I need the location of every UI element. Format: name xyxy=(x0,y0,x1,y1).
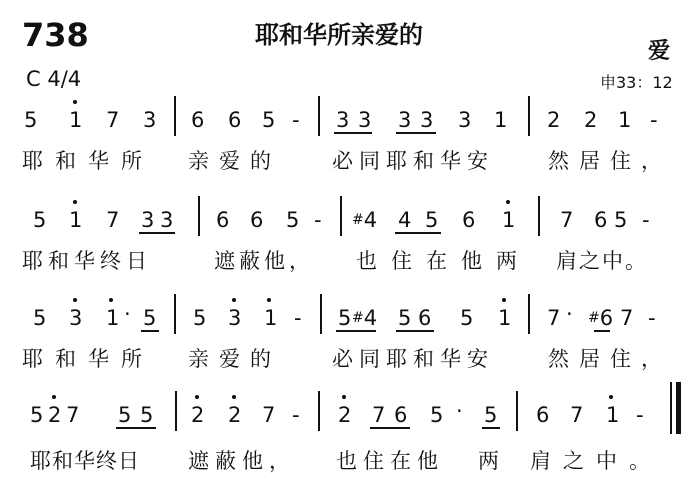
note: 5 xyxy=(262,108,276,132)
lyric-segment: 然居住， xyxy=(548,149,672,173)
note: 3 xyxy=(143,108,157,132)
hymn-number: 738 xyxy=(22,16,89,54)
note: 5 xyxy=(118,403,132,427)
category-label: 爱 xyxy=(648,39,671,64)
note: 7 xyxy=(66,403,80,427)
lyric-segment: 耶和华所 xyxy=(22,149,154,173)
dash: - xyxy=(650,108,658,132)
beam xyxy=(141,330,159,332)
beam xyxy=(334,132,372,134)
lyric-segment: 亲爱的 xyxy=(188,149,281,173)
note: 7 xyxy=(106,108,120,132)
note: 6 xyxy=(418,306,432,330)
bar-line xyxy=(528,294,530,334)
note: 1 xyxy=(502,208,516,232)
bar-line xyxy=(538,196,540,236)
octave-dot xyxy=(73,100,77,104)
note: 5 xyxy=(614,208,628,232)
octave-dot xyxy=(109,298,113,302)
bar-line xyxy=(175,391,177,431)
note: 2 xyxy=(338,403,352,427)
note: 6 xyxy=(594,208,608,232)
beam xyxy=(116,427,156,429)
dash: - xyxy=(642,208,650,232)
note-sharp: #6 xyxy=(588,306,614,330)
dash: - xyxy=(636,403,644,427)
note: 2 xyxy=(584,108,598,132)
note: 3 xyxy=(69,306,83,330)
bar-line xyxy=(320,294,322,334)
lyric-segment: 必同耶和华安 xyxy=(332,347,494,371)
note: 5 xyxy=(484,403,498,427)
note: 5 xyxy=(460,306,474,330)
note: 5 xyxy=(140,403,154,427)
octave-dot xyxy=(342,395,346,399)
lyric-segment: 耶和华终日 xyxy=(30,449,140,473)
lyric-segment: 肩之中。 xyxy=(556,249,648,273)
note: 1 xyxy=(106,306,120,330)
beam xyxy=(370,427,410,429)
note: 3 xyxy=(358,108,372,132)
scripture-reference: 申33：12 xyxy=(600,73,673,92)
dash: - xyxy=(314,208,322,232)
note: 7 xyxy=(372,403,386,427)
lyric-segment: 必同耶和华安 xyxy=(332,149,494,173)
octave-dot xyxy=(73,298,77,302)
note: 5 xyxy=(30,403,44,427)
beam xyxy=(336,330,376,332)
bar-line xyxy=(174,294,176,334)
note: 7 xyxy=(547,306,561,330)
lyric-segment: 也住在他 xyxy=(336,449,444,473)
note: 3 xyxy=(420,108,434,132)
lyric-segment: 耶和华终日 xyxy=(22,249,152,273)
note: 6 xyxy=(462,208,476,232)
note: 2 xyxy=(48,403,62,427)
note: 5 xyxy=(286,208,300,232)
note: 3 xyxy=(336,108,350,132)
beam xyxy=(396,330,434,332)
note: 2 xyxy=(191,403,205,427)
beam xyxy=(482,427,500,429)
bar-line xyxy=(516,391,518,431)
note: 1 xyxy=(606,403,620,427)
octave-dot xyxy=(502,298,506,302)
note: 1 xyxy=(69,208,83,232)
dash: - xyxy=(292,108,300,132)
dot-augment: · xyxy=(566,302,573,326)
beam xyxy=(594,330,610,332)
note: 1 xyxy=(494,108,508,132)
note: 2 xyxy=(547,108,561,132)
final-bar-line-thin xyxy=(670,382,672,434)
beam xyxy=(139,232,175,234)
octave-dot xyxy=(195,395,199,399)
octave-dot xyxy=(73,200,77,204)
note: 1 xyxy=(498,306,512,330)
note: 7 xyxy=(560,208,574,232)
dot-augment: · xyxy=(124,302,131,326)
dash: - xyxy=(294,306,302,330)
note: 5 xyxy=(425,208,439,232)
note: 3 xyxy=(160,208,174,232)
note: 6 xyxy=(216,208,230,232)
note-sharp: #4 xyxy=(352,208,378,232)
note: 6 xyxy=(250,208,264,232)
octave-dot xyxy=(506,200,510,204)
lyric-segment: 耶和华所 xyxy=(22,347,154,371)
note: 5 xyxy=(33,208,47,232)
note: 7 xyxy=(570,403,584,427)
lyric-segment: 遮蔽他， xyxy=(188,449,296,473)
dash: - xyxy=(292,403,300,427)
key-signature: C 4/4 xyxy=(26,67,82,91)
beam xyxy=(396,132,436,134)
note: 5 xyxy=(24,108,38,132)
note: 7 xyxy=(106,208,120,232)
note: 4 xyxy=(398,208,412,232)
note: 5 xyxy=(398,306,412,330)
dot-augment: · xyxy=(456,399,463,423)
beam xyxy=(395,232,441,234)
octave-dot xyxy=(232,395,236,399)
lyric-segment: 然居住， xyxy=(548,347,672,371)
note: 6 xyxy=(228,108,242,132)
note: 5 xyxy=(33,306,47,330)
bar-line xyxy=(318,391,320,431)
lyric-segment: 肩之中。 xyxy=(530,449,662,473)
lyric-segment: 遮蔽他， xyxy=(214,249,314,273)
note: 6 xyxy=(536,403,550,427)
note-sharp: #4 xyxy=(352,306,378,330)
note: 6 xyxy=(394,403,408,427)
note: 3 xyxy=(228,306,242,330)
note: 2 xyxy=(228,403,242,427)
note: 3 xyxy=(141,208,155,232)
hymn-title: 耶和华所亲爱的 xyxy=(255,21,423,49)
note: 7 xyxy=(620,306,634,330)
note: 5 xyxy=(430,403,444,427)
note: 1 xyxy=(69,108,83,132)
bar-line xyxy=(174,96,176,136)
octave-dot xyxy=(232,298,236,302)
note: 3 xyxy=(458,108,472,132)
lyric-segment: 两 xyxy=(478,449,499,473)
final-bar-line-thick xyxy=(676,382,681,434)
lyric-segment: 也住在他两 xyxy=(356,249,531,273)
note: 5 xyxy=(193,306,207,330)
note: 1 xyxy=(618,108,632,132)
octave-dot xyxy=(609,395,613,399)
note: 6 xyxy=(191,108,205,132)
octave-dot xyxy=(267,298,271,302)
bar-line xyxy=(318,96,320,136)
note: 5 xyxy=(143,306,157,330)
note: 5 xyxy=(338,306,352,330)
note: 1 xyxy=(264,306,278,330)
note: 3 xyxy=(398,108,412,132)
dash: - xyxy=(648,306,656,330)
bar-line xyxy=(198,196,200,236)
lyric-segment: 亲爱的 xyxy=(188,347,281,371)
bar-line xyxy=(528,96,530,136)
octave-dot xyxy=(52,395,56,399)
note: 7 xyxy=(262,403,276,427)
notes-row-1 xyxy=(0,0,1,1)
bar-line xyxy=(340,196,342,236)
